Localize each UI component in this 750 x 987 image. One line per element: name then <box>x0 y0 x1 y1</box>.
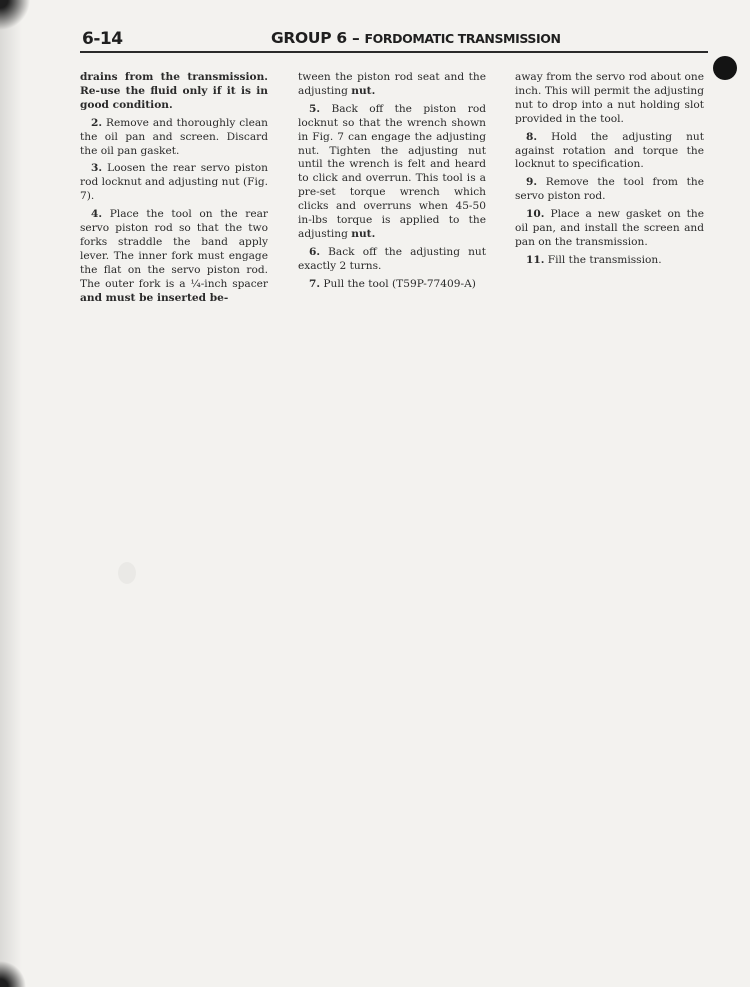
step-4 <box>80 208 268 305</box>
step-text: Hold the adjusting nut against rotation and torque the locknut to specification. <box>515 130 704 171</box>
paragraph <box>298 71 486 99</box>
paragraph: drains from the transmission. Re-use the fluid only if it is in good condition. <box>80 71 268 111</box>
step-7 <box>298 278 486 292</box>
section-title: FORDOMATIC TRANSMISSION <box>364 31 561 46</box>
paragraph-text: tween the piston rod seat and the adjusting <box>298 71 486 97</box>
step-text: Place a new gasket on the oil pan, and install the screen and pan on the transmission. <box>515 208 704 248</box>
step-text: Fill the transmission. <box>544 253 662 266</box>
step-9 <box>515 176 704 204</box>
header-dash: – <box>346 29 365 47</box>
step-number: 2. <box>91 116 103 129</box>
step-text: Remove the tool from the servo piston rod. <box>515 176 704 203</box>
step-number: 7. <box>309 277 321 290</box>
step-8 <box>515 131 704 173</box>
paragraph: away from the servo rod about one inch. This will permit the adjusting nut to drop into a nut holding slot provided in the tool. <box>515 71 704 125</box>
step-text: Back off the piston rod locknut so that the wrench shown in Fig. 7 can engage the adjusting nut. Tighten the adjusting nut until the wrench is felt and heard to click and overrun. This tool is a pre-set torque wrench which clicks and overruns when 45-50 in-lbs torque is applied to the adjusting <box>298 102 486 240</box>
step-number: 6. <box>309 245 321 258</box>
section-header <box>271 29 561 47</box>
header-rule <box>80 51 708 53</box>
step-number: 9. <box>526 176 538 189</box>
step-number: 10. <box>526 208 545 221</box>
step-6 <box>298 246 486 274</box>
step-text-bold: and must be inserted be- <box>80 291 229 304</box>
margin-marker <box>713 56 737 80</box>
step-text: Loosen the rear servo piston rod locknut and adjusting nut (Fig. 7). <box>80 162 268 203</box>
step-2 <box>80 117 268 159</box>
step-number: 8. <box>526 130 538 143</box>
step-number: 3. <box>91 162 103 175</box>
step-text: Place the tool on the rear servo piston rod so that the two forks straddle the band apply lever. The inner fork must engage the flat on the servo piston rod. The outer fork is a ¼-inch spacer <box>80 208 268 290</box>
step-5 <box>298 103 486 242</box>
paper-smudge <box>118 562 136 584</box>
scan-corner-top <box>0 0 40 40</box>
paragraph-text-bold: nut. <box>351 84 376 97</box>
step-number: 4. <box>91 208 103 221</box>
scan-corner-bottom <box>0 927 36 987</box>
step-10 <box>515 208 704 250</box>
step-number: 11. <box>526 253 545 266</box>
text-column-2 <box>298 71 486 296</box>
page-edge-shadow <box>0 0 22 987</box>
step-text-bold: nut. <box>351 227 376 240</box>
step-text: Pull the tool (T59P-77409-A) <box>320 277 476 290</box>
text-column-1 <box>80 71 268 310</box>
page-number: 6-14 <box>82 29 123 49</box>
text-column-3 <box>515 71 704 272</box>
group-label: GROUP 6 <box>271 29 347 47</box>
step-text: Back off the adjusting nut exactly 2 turns. <box>298 245 486 272</box>
step-3 <box>80 162 268 204</box>
step-11 <box>515 254 704 268</box>
step-text: Remove and thoroughly clean the oil pan and screen. Discard the oil pan gasket. <box>80 116 268 157</box>
step-number: 5. <box>309 102 321 115</box>
